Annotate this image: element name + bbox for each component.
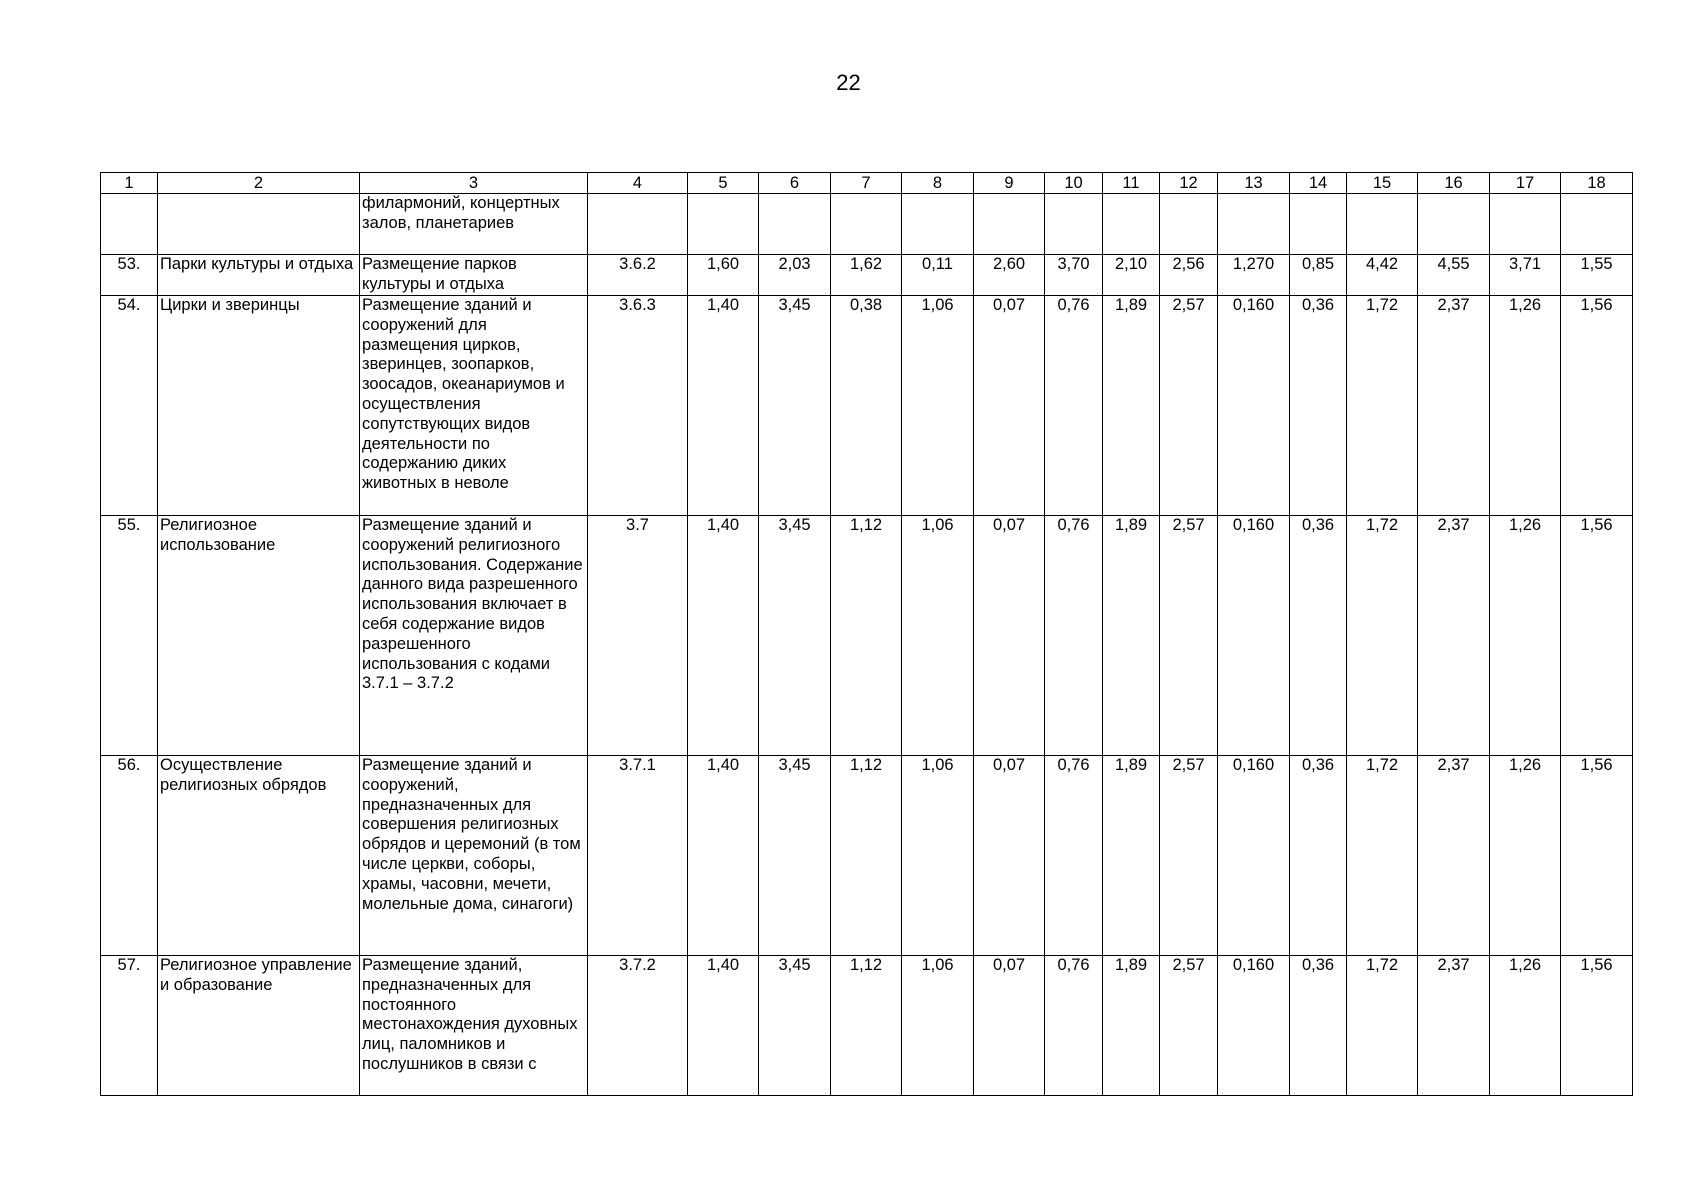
- value-cell: 1,89: [1103, 956, 1160, 1096]
- value-cell: 1,56: [1561, 516, 1633, 756]
- value-cell: [974, 194, 1045, 255]
- column-header: 12: [1160, 173, 1218, 194]
- use-code-cell: [588, 194, 688, 255]
- column-header: 10: [1045, 173, 1103, 194]
- value-cell: 0,76: [1045, 956, 1103, 1096]
- use-description-cell: филармоний, концертных залов, планетариев: [360, 194, 588, 255]
- value-cell: 1,06: [902, 956, 974, 1096]
- value-cell: 2,57: [1160, 296, 1218, 516]
- value-cell: [902, 194, 974, 255]
- value-cell: [831, 194, 902, 255]
- value-cell: 0,76: [1045, 756, 1103, 956]
- value-cell: 2,57: [1160, 756, 1218, 956]
- value-cell: 1,12: [831, 956, 902, 1096]
- column-header: 5: [688, 173, 759, 194]
- value-cell: 2,56: [1160, 255, 1218, 296]
- row-number-cell: 55.: [101, 516, 158, 756]
- row-number-cell: 54.: [101, 296, 158, 516]
- column-header: 2: [158, 173, 360, 194]
- value-cell: 1,56: [1561, 296, 1633, 516]
- value-cell: 4,42: [1347, 255, 1418, 296]
- value-cell: [1490, 194, 1561, 255]
- use-description-cell: Размещение зданий и сооружений религиозного использования. Содержание данного вида разрешенного использования включает в себя содержание видов разрешенного использования с кодами 3.7.1 – 3.7.2: [360, 516, 588, 756]
- use-code-cell: 3.7.1: [588, 756, 688, 956]
- value-cell: 1,26: [1490, 956, 1561, 1096]
- value-cell: [1103, 194, 1160, 255]
- use-description-cell: Размещение зданий и сооружений для размещения цирков, зверинцев, зоопарков, зоосадов, океанариумов и осуществления сопутствующих видов деятельности по содержанию диких животных в неволе: [360, 296, 588, 516]
- table-row: [101, 296, 1633, 516]
- value-cell: 2,37: [1418, 516, 1490, 756]
- column-header: 18: [1561, 173, 1633, 194]
- value-cell: [1160, 194, 1218, 255]
- column-header: 3: [360, 173, 588, 194]
- value-cell: 1,26: [1490, 296, 1561, 516]
- value-cell: 1,55: [1561, 255, 1633, 296]
- value-cell: 1,26: [1490, 756, 1561, 956]
- value-cell: 3,45: [759, 296, 831, 516]
- use-code-cell: 3.7.2: [588, 956, 688, 1096]
- use-code-cell: 3.7: [588, 516, 688, 756]
- row-number-cell: 56.: [101, 756, 158, 956]
- value-cell: 1,72: [1347, 516, 1418, 756]
- page-number: 22: [836, 70, 861, 95]
- value-cell: 1,12: [831, 516, 902, 756]
- value-cell: [1218, 194, 1290, 255]
- value-cell: 1,56: [1561, 756, 1633, 956]
- value-cell: 0,38: [831, 296, 902, 516]
- value-cell: [759, 194, 831, 255]
- column-header: 9: [974, 173, 1045, 194]
- value-cell: 1,06: [902, 516, 974, 756]
- value-cell: 0,85: [1290, 255, 1347, 296]
- value-cell: 1,56: [1561, 956, 1633, 1096]
- value-cell: 3,45: [759, 516, 831, 756]
- value-cell: 1,12: [831, 756, 902, 956]
- value-cell: 0,36: [1290, 956, 1347, 1096]
- value-cell: 2,57: [1160, 956, 1218, 1096]
- column-header: 7: [831, 173, 902, 194]
- use-name-cell: [158, 194, 360, 255]
- value-cell: 2,10: [1103, 255, 1160, 296]
- column-header: 17: [1490, 173, 1561, 194]
- value-cell: 1,40: [688, 516, 759, 756]
- use-code-cell: 3.6.2: [588, 255, 688, 296]
- column-header: 1: [101, 173, 158, 194]
- value-cell: 3,45: [759, 756, 831, 956]
- column-header: 6: [759, 173, 831, 194]
- row-number-cell: 53.: [101, 255, 158, 296]
- value-cell: 0,07: [974, 956, 1045, 1096]
- value-cell: 0,07: [974, 296, 1045, 516]
- column-header: 4: [588, 173, 688, 194]
- value-cell: 1,89: [1103, 296, 1160, 516]
- value-cell: 3,45: [759, 956, 831, 1096]
- value-cell: 2,03: [759, 255, 831, 296]
- value-cell: 0,11: [902, 255, 974, 296]
- use-description-cell: Размещение зданий и сооружений, предназначенных для совершения религиозных обрядов и церемоний (в том числе церкви, соборы, храмы, часовни, мечети, молельные дома, синагоги): [360, 756, 588, 956]
- row-number-cell: [101, 194, 158, 255]
- value-cell: 1,06: [902, 756, 974, 956]
- value-cell: 0,160: [1218, 956, 1290, 1096]
- use-name-cell: Цирки и зверинцы: [158, 296, 360, 516]
- value-cell: 3,70: [1045, 255, 1103, 296]
- value-cell: 0,07: [974, 516, 1045, 756]
- value-cell: 1,270: [1218, 255, 1290, 296]
- column-header: 11: [1103, 173, 1160, 194]
- value-cell: 0,160: [1218, 296, 1290, 516]
- value-cell: 0,07: [974, 756, 1045, 956]
- value-cell: [1290, 194, 1347, 255]
- row-number-cell: 57.: [101, 956, 158, 1096]
- value-cell: 3,71: [1490, 255, 1561, 296]
- use-description-cell: Размещение парков культуры и отдыха: [360, 255, 588, 296]
- value-cell: 1,26: [1490, 516, 1561, 756]
- table-row: [101, 756, 1633, 956]
- use-code-cell: 3.6.3: [588, 296, 688, 516]
- value-cell: 1,40: [688, 296, 759, 516]
- column-header: 13: [1218, 173, 1290, 194]
- use-name-cell: Религиозное использование: [158, 516, 360, 756]
- value-cell: 1,89: [1103, 756, 1160, 956]
- column-header: 15: [1347, 173, 1418, 194]
- value-cell: 1,06: [902, 296, 974, 516]
- value-cell: 1,72: [1347, 756, 1418, 956]
- value-cell: 0,76: [1045, 516, 1103, 756]
- use-name-cell: Религиозное управление и образование: [158, 956, 360, 1096]
- value-cell: 1,40: [688, 756, 759, 956]
- column-header: 16: [1418, 173, 1490, 194]
- value-cell: [1561, 194, 1633, 255]
- value-cell: 0,76: [1045, 296, 1103, 516]
- value-cell: 0,36: [1290, 296, 1347, 516]
- value-cell: [1347, 194, 1418, 255]
- value-cell: 2,37: [1418, 296, 1490, 516]
- value-cell: 1,72: [1347, 296, 1418, 516]
- value-cell: 0,160: [1218, 516, 1290, 756]
- value-cell: 2,37: [1418, 756, 1490, 956]
- table-row: [101, 956, 1633, 1096]
- header-row: [101, 173, 1633, 194]
- value-cell: 1,60: [688, 255, 759, 296]
- value-cell: [688, 194, 759, 255]
- table-row: [101, 255, 1633, 296]
- use-name-cell: Парки культуры и отдыха: [158, 255, 360, 296]
- column-header: 8: [902, 173, 974, 194]
- value-cell: 2,57: [1160, 516, 1218, 756]
- use-name-cell: Осуществление религиозных обрядов: [158, 756, 360, 956]
- value-cell: 1,72: [1347, 956, 1418, 1096]
- table-row: [101, 516, 1633, 756]
- value-cell: 0,160: [1218, 756, 1290, 956]
- value-cell: 2,37: [1418, 956, 1490, 1096]
- table-row: [101, 194, 1633, 255]
- use-description-cell: Размещение зданий, предназначенных для постоянного местонахождения духовных лиц, паломников и послушников в связи с: [360, 956, 588, 1096]
- data-table: [100, 172, 1633, 1096]
- value-cell: 0,36: [1290, 516, 1347, 756]
- value-cell: 2,60: [974, 255, 1045, 296]
- value-cell: 1,89: [1103, 516, 1160, 756]
- value-cell: [1045, 194, 1103, 255]
- value-cell: 1,62: [831, 255, 902, 296]
- value-cell: [1418, 194, 1490, 255]
- value-cell: 0,36: [1290, 756, 1347, 956]
- value-cell: 4,55: [1418, 255, 1490, 296]
- column-header: 14: [1290, 173, 1347, 194]
- value-cell: 1,40: [688, 956, 759, 1096]
